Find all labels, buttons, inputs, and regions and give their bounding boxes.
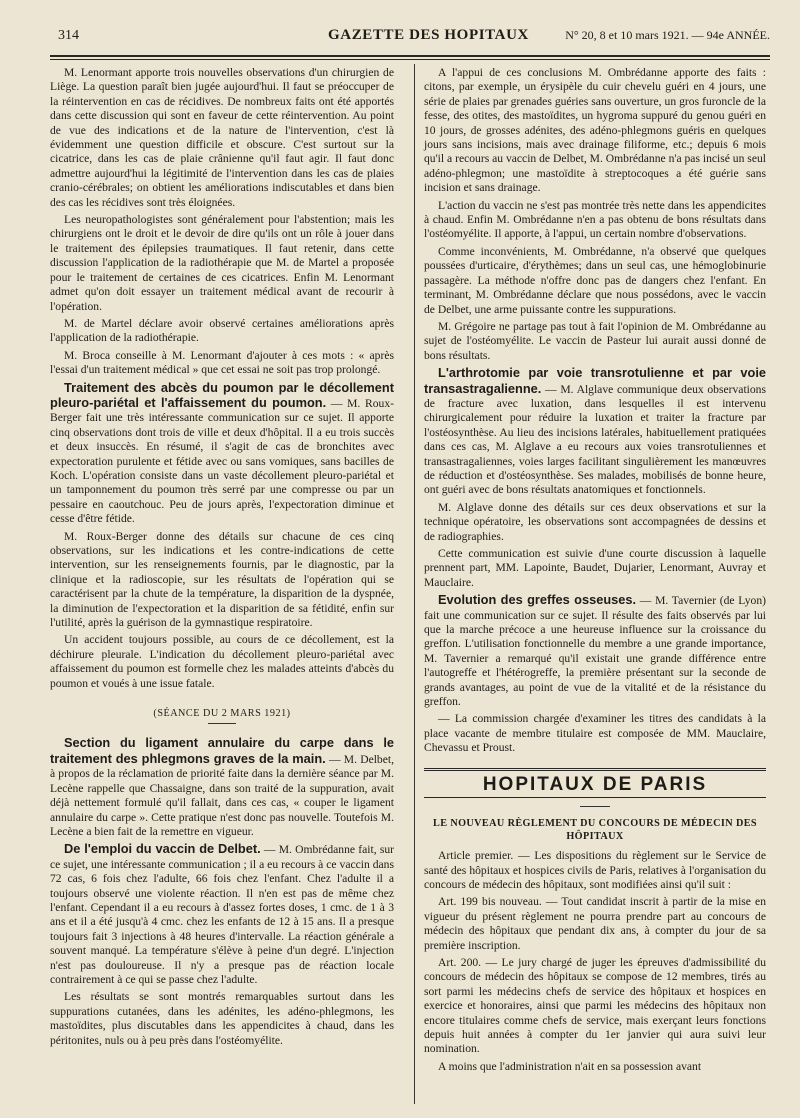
column-divider [414,64,415,1104]
article-text: — M. Alglave communique deux observations de fracture avec luxation, dans lesquelles il est intervenu chirurgicalement pour réduire la luxation et traiter la fracture par l'ostéosynthèse. Au lieu des incisions latérales, habituellement pratiquées dans ces cas, M. Alglave a eu recours aux voies transrotuliennes et transastragaliennes, voies larges facilitant singulièrement les manœuvres de réduction et d'ostéosynthèse. Ses malades, mobilisés de bonne heure, ont guéri avec de bons résultats anatomiques et fonctionnels. [424,382,766,497]
issue-info: N° 20, 8 et 10 mars 1921. — 94e ANNÉE. [565,28,770,42]
paragraph: Article premier. — Les dispositions du règlement sur le Service de santé des hôpitaux et hospices civils de Paris, relatives à l'organisation du concours de médecin des hôpitaux, sont modifiées ainsi qu'il suit : [424,849,766,891]
paragraph: Un accident toujours possible, au cours de ce décollement, est la déchirure pleurale. L'indication du décollement pleuro-pariétal avec affaissement du poumon est formelle chez les malades atteints d'abcès du poumon et voués à une issue fatale. [50,633,394,690]
paragraph: M. Roux-Berger donne des détails sur chacune de ces cinq observations, sur les indications et les contre-indications de cette intervention, sur les renseignements fournis, par le diagnostic, par la clinique et la radioscopie, sur les résultats de l'opération qui se caractérisent par la chute de la température, la disparition de la dyspnée, la diminution de l'expectoration et la disparition de sa fétidité, enfin sur l'utilité, après la guérison de la gymnastique respiratoire. [50,529,394,630]
journal-title: GAZETTE DES HOPITAUX [328,27,529,43]
article-text: — M. Delbet, à propos de la réclamation de priorité faite dans la dernière séance par M. Lecène rappelle que Chassaigne, dans son traité de la suppuration, avait déjà nettement formulé qu'il fallait, dans ces cas, « couper le ligament annulaire du carpe ». Cette pratique n'est donc pas nouvelle. Toutefois M. Lecène a bien fait de la remettre en vigueur. [50,752,394,838]
right-column [424,66,766,1077]
section-header-box [424,768,766,798]
article-heading: L'arthrotomie par voie transrotulienne et par voie transastragalienne. [424,365,766,396]
paragraph: Art. 200. — Le jury chargé de juger les épreuves d'admissibilité du concours de médecin des hôpitaux se compose de 12 membres, tirés au sort parmi les médecins chefs de service des hôpitaux et hospices en exercice et honoraires, ainsi que parmi les médecins des hôpitaux non encore titulaires comme chefs de service, mais exerçant leurs fonctions depuis huit années à compter du 1er janvier qui aura suivi leur nomination. [424,955,766,1056]
paragraph: L'action du vaccin ne s'est pas montrée très nette dans les appendicites à chaud. Enfin M. Ombrédanne n'en a pas obtenu de bons résultats dans l'ostéomyélite. Il apporte, à l'appui, un certain nombre d'observations. [424,198,766,241]
article-heading: De l'emploi du vaccin de Delbet. [64,841,261,857]
divider [208,723,236,724]
paragraph: Les résultats se sont montrés remarquables surtout dans les suppurations cutanées, dans les adénites, les adéno-phlegmons, les mastoïdites, plus discutables dans les appendicites à chaud, dans les péritonites, nuls ou à peu près dans l'ostéomyélite. [50,990,394,1047]
article-paragraph [50,736,394,839]
paragraph: — La commission chargée d'examiner les titres des candidats à la place vacante de membre titulaire est composée de MM. Mauclaire, Chevassu et Proust. [424,712,766,755]
paragraph: M. Grégoire ne partage pas tout à fait l'opinion de M. Ombrédanne au sujet de l'ostéomyélite. Le vaccin de Pasteur lui aurait aussi donné de bons résultats. [424,319,766,362]
divider [580,806,610,807]
page-number: 314 [58,28,79,43]
left-column [50,66,394,1051]
paragraph: Les neuropathologistes sont généralement pour l'abstention; mais les chirurgiens ont le droit et le devoir de dire qu'ils ont un rôle à jouer dans le traitement des épilepsies traumatiques. Il faut retenir, dans cette discussion l'application de la radiothérapie que M. de Martel a proposée pour le traitement de certaines de ces cicatrices. Enfin M. Lenormant admet qu'on doit essayer un traitement médical avant de recourir à l'opération. [50,213,394,313]
paragraph: Art. 199 bis nouveau. — Tout candidat inscrit à partir de la mise en vigueur du présent règlement ne pourra prendre part au concours de médecin des hôpitaux que pendant dix ans, à compter du jour de sa première inscription. [424,895,766,952]
article-text: — M. Ombrédanne fait, sur ce sujet, une intéressante communication ; il a eu recours à ce vaccin dans 72 cas, 6 fois chez l'adulte, 66 fois chez l'enfant. Chez l'adulte il a toujours observé une violente réaction. Il n'en est pas de même chez l'enfant. Cependant il a eu recours à d'assez fortes doses, 1 cmc. de 1 à 3 ans et il a été jusqu'à 4 cmc. chez les enfants de 12 à 15 ans. Il a presque toujours fait 3 injections à 48 heures d'intervalle. La réaction générale a souvent manqué. La température s'élève à peine d'un degré. L'injection n'est pas douloureuse. Il n'y a presque pas de réaction locale contrairement à ce qui se passe chez l'adulte. [50,843,395,986]
paragraph: M. Alglave donne des détails sur ces deux observations et sur la technique opératoire, les observations sont accompagnées de dessins et de radiographies. [424,500,766,543]
subsection-title: LE NOUVEAU RÈGLEMENT DU CONCOURS DE MÉDECIN DES HÔPITAUX [433,818,757,843]
article-heading: Section du ligament annulaire du carpe dans le traitement des phlegmons graves de la main. [50,735,394,766]
article-paragraph [424,366,766,498]
paragraph: M. de Martel déclare avoir observé certaines améliorations après l'application de la radiothérapie. [50,316,394,345]
article-paragraph [50,381,394,527]
paragraph: M. Broca conseille à M. Lenormant d'ajouter à ces mots : « après l'essai d'un traitement médical » que cet essai ne soit pas trop prolongé. [50,348,394,377]
paragraph: Comme inconvénients, M. Ombrédanne, n'a observé que quelques poussées d'urticaire, d'érythèmes; dans un seul cas, une hémoglobinurie passagère. La méthode n'offre donc pas de dangers chez l'enfant. En terminant, M. Ombrédanne déclare que nous possédons, avec le vaccin de Delbet, une arme puissante contre les suppurations. [424,244,766,316]
article-text: — M. Tavernier (de Lyon) fait une communication sur ce sujet. Il résulte des faits observés par lui que la marche précoce a une heureuse influence sur la croissance du greffon. L'utilisation fonctionnelle du membre a une grande importance, M. Tavernier a remarqué qu'il existait une grande différence entre l'autogreffe et l'hétérogreffe, la première présentant sur la seconde de grands avantages, au point de vue de la vitalité et de la résistance du greffon. [424,594,766,709]
paragraph: Cette communication est suivie d'une courte discussion à laquelle prennent part, MM. Lapointe, Baudet, Dujarier, Lenormant, Auvray et Mauclaire. [424,547,766,589]
paragraph: A moins que l'administration n'ait en sa possession avant [438,1059,702,1073]
section-title: HOPITAUX DE PARIS [482,773,708,795]
article-heading: Evolution des greffes osseuses. [438,592,637,608]
page-header [58,27,770,49]
paragraph: A l'appui de ces conclusions M. Ombrédanne apporte des faits : citons, par exemple, un érysipèle du cuir chevelu guéri en 4 jours, une série de plaies par grenades guéries sans ouverture, un gros furoncle de la fesse, des otites, des mastoïdites, un hygroma suppuré du genou guéri en 10 jours, de grosses adénites, des adéno-phlegmons guéris en quelques jours sans incisions, mais avec drainage filiforme, etc.; depuis 6 mois qu'il a recours au vaccin de Delbet, M. Ombrédanne n'a pas incisé un seul adéno-phlegmon; une mastoïdite à streptocoques a été guérie sans incision et sans drainage. [424,66,766,195]
article-paragraph [50,842,394,987]
paragraph: M. Lenormant apporte trois nouvelles observations d'un chirurgien de Liège. La question paraît bien jugée aujourd'hui. Il faut se préoccuper de la réintervention en cas de récidives. De nombreux faits ont été apportés dans cette discussion qui sont en faveur de cette réintervention. Au point de vue des indications et de la nature de l'intervention, c'est là évidemment une question difficile et obscure. C'est surtout sur la cicatrice, dans les cas de plaie crânienne qu'il faut agir. Il faut donc admettre aujourd'hui la légitimité de l'intervention dans les cas de plaies cranio-cérébrales; on obtient les améliorations indiscutables et dans bien des cas les récidives sont très éloignées. [50,66,394,209]
article-heading: Traitement des abcès du poumon par le décollement pleuro-pariétal et l'affaissement du poumon. [50,379,394,410]
session-date: (SÉANCE DU 2 MARS 1921) [153,708,291,720]
article-text: — M. Roux-Berger fait une très intéressante communication sur ce sujet. Il apporte cinq observations dont trois de ville et deux d'hôpital. Il a eu trois succès et deux insuccès. En résumé, il s'agit de cas de bronchites avec expectoration purulente et fétide avec ou sans vomiques, sans bacilles de Koch. L'opération consiste dans un vaste décollement pleuro-pariétal et un tamponnement du poumon très serré par une compresse ou par un pessaire en caoutchouc. Peu de jours après, l'expectoration diminue et cesse d'être fétide. [50,396,394,526]
article-paragraph [424,593,766,709]
header-rule-thin [50,59,770,60]
header-rule [50,55,770,57]
